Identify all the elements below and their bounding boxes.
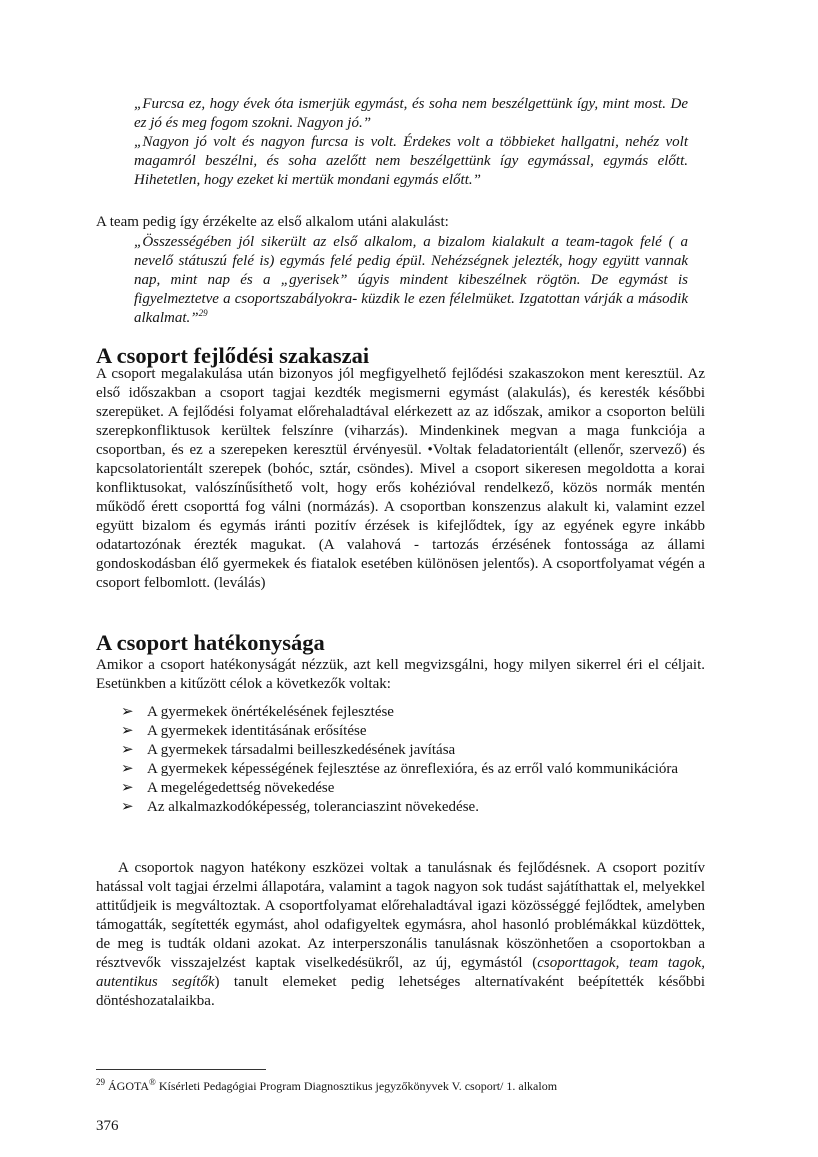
arrow-bullet-icon: ➢ bbox=[121, 742, 134, 758]
list-item bbox=[120, 798, 704, 817]
footnote-ref[interactable]: 29 bbox=[198, 308, 208, 318]
arrow-bullet-icon: ➢ bbox=[121, 799, 134, 815]
page-number: 376 bbox=[96, 1118, 119, 1134]
closing-paragraph bbox=[96, 859, 705, 1011]
closing-text-end: ) tanult elemeket pedig lehetséges alternatívaként beépítették későbbi döntéshozatalaikba. bbox=[96, 974, 705, 1009]
closing-emphasis: csoporttagok, team tagok, autentikus segítők bbox=[96, 955, 705, 990]
goals-list bbox=[120, 703, 704, 817]
footnote-text-start: ÁGOTA bbox=[108, 1079, 150, 1093]
arrow-bullet-icon: ➢ bbox=[121, 780, 134, 796]
footnote-text-end: Kísérleti Pedagógiai Program Diagnosztikus jegyzőkönyvek V. csoport/ 1. alkalom bbox=[155, 1079, 558, 1093]
list-item bbox=[120, 779, 704, 798]
section-body: A csoport megalakulása után bizonyos jól megfigyelhető fejlődési szakaszokon ment keresztül. Az első időszakban a csoport tagjai kezdték megismerni egymást (alakulás), és keresték későbbi szerepüket. A fejlődési folyamat előrehaladtával elérkezett az az időszak, amikor a csoporton belüli szerepkonfliktusok kerültek felszínre (viharzás). Mindenkinek megvan a maga funkciója a csoportban, és ez a szerepeken keresztül érvényesül. •Voltak feladatorientált (ellenőr, szervező) és kapcsolatorientált szerepek (bohóc, sztár, csöndes). Mivel a csoport sikeresen megoldotta a korai konfliktusokat, valószínűsíthető volt, hogy erős kohézióval rendelkező, közös normák mentén működő érett csoporttá fog válni (normázás). A csoportban konszenzus alakult ki, valamint ezzel együtt bizalom és egymás iránti pozitív érzések is kifejlődtek, így az egyének egyre inkább odatartozónak érezték magukat. (A valahová - tartozás érzésének fontossága az állami gondoskodásban élő gyermekek és fiatalok esetében különösen jelentős). A csoportfolyamat végén a csoport felbomlott. (leválás) bbox=[96, 366, 705, 591]
arrow-bullet-icon: ➢ bbox=[121, 704, 134, 720]
section-body: Amikor a csoport hatékonyságát nézzük, azt kell megvizsgálni, hogy milyen sikerrel éri el céljait. Esetünkben a kitűzött célok a következők voltak: bbox=[96, 657, 705, 692]
arrow-bullet-icon: ➢ bbox=[121, 723, 134, 739]
footnote-number: 29 bbox=[96, 1077, 105, 1087]
list-item-text: A gyermekek önértékelésének fejlesztése bbox=[147, 704, 394, 720]
arrow-bullet-icon: ➢ bbox=[121, 761, 134, 777]
list-item bbox=[120, 760, 704, 779]
closing-text: A csoportok nagyon hatékony eszközei voltak a tanulásnak és fejlődésnek. A csoport pozitív hatással volt tagjai érzelmi állapotára, valamint a tagok nagyon sok tudást sajátíthattak el, melyekkel attitűdjeik is megváltoztak. A csoportfolyamat előrehaladtával igazi közösséggé fejlődtek, amelyben támogatták, segítették egymást, ahol odafigyeltek egymásra, ahol hasonló problémákkal küzdöttek, de meg is tudták oldani azokat. Az interperszonális tanulásnak köszönhetően a csoportokban a résztvevők visszajelzést kaptak viselkedésükről, az új, egymástól ( bbox=[96, 860, 705, 971]
list-item-text: A gyermekek identitásának erősítése bbox=[147, 723, 367, 739]
participant-quotes bbox=[134, 95, 688, 190]
team-quote-text: „Összességében jól sikerült az első alkalom, a bizalom kialakult a team-tagok felé ( a nevelő státuszú felé is) egymás felé pedig épül. Nehézségnek jelezték, hogy együtt vannak nap, mint nap és a „gyerisek” úgyis mindent kibeszélnek rögtön. De egymást is figyelmeztetve a csoportszabályokra- küzdik le ezen félelmüket. Izgatottan várják a második alkalmat.” bbox=[134, 234, 688, 326]
list-item bbox=[120, 741, 704, 760]
list-item bbox=[120, 722, 704, 741]
footnote bbox=[96, 1079, 557, 1094]
quote-paragraph: „Nagyon jó volt és nagyon furcsa is volt. Érdekes volt a többieket hallgatni, nehéz volt magamról beszélni, és soha azelőtt nem beszélgettünk így egymással, egymás előtt. Hihetetlen, hogy ezeket ki mertük mondani egymás előtt.” bbox=[134, 134, 688, 188]
list-item-text: Az alkalmazkodóképesség, toleranciaszint növekedése. bbox=[147, 799, 479, 815]
list-item-text: A gyermekek társadalmi beilleszkedésének javítása bbox=[147, 742, 456, 758]
registered-mark: ® bbox=[149, 1077, 156, 1087]
quote-paragraph: „Furcsa ez, hogy évek óta ismerjük egymást, és soha nem beszélgettünk így, mint most. De ez jó és meg fogom szokni. Nagyon jó.” bbox=[134, 96, 688, 131]
team-quote bbox=[134, 233, 688, 328]
intro-line: A team pedig így érzékelte az első alkalom utáni alakulást: bbox=[96, 214, 449, 230]
footnote-divider bbox=[96, 1069, 266, 1070]
list-item-text: A megelégedettség növekedése bbox=[147, 780, 335, 796]
list-item bbox=[120, 703, 704, 722]
section-heading: A csoport fejlődési szakaszai bbox=[96, 343, 370, 368]
section-heading: A csoport hatékonysága bbox=[96, 630, 325, 655]
list-item-text: A gyermekek képességének fejlesztése az önreflexióra, és az erről való kommunikációra bbox=[147, 761, 679, 777]
